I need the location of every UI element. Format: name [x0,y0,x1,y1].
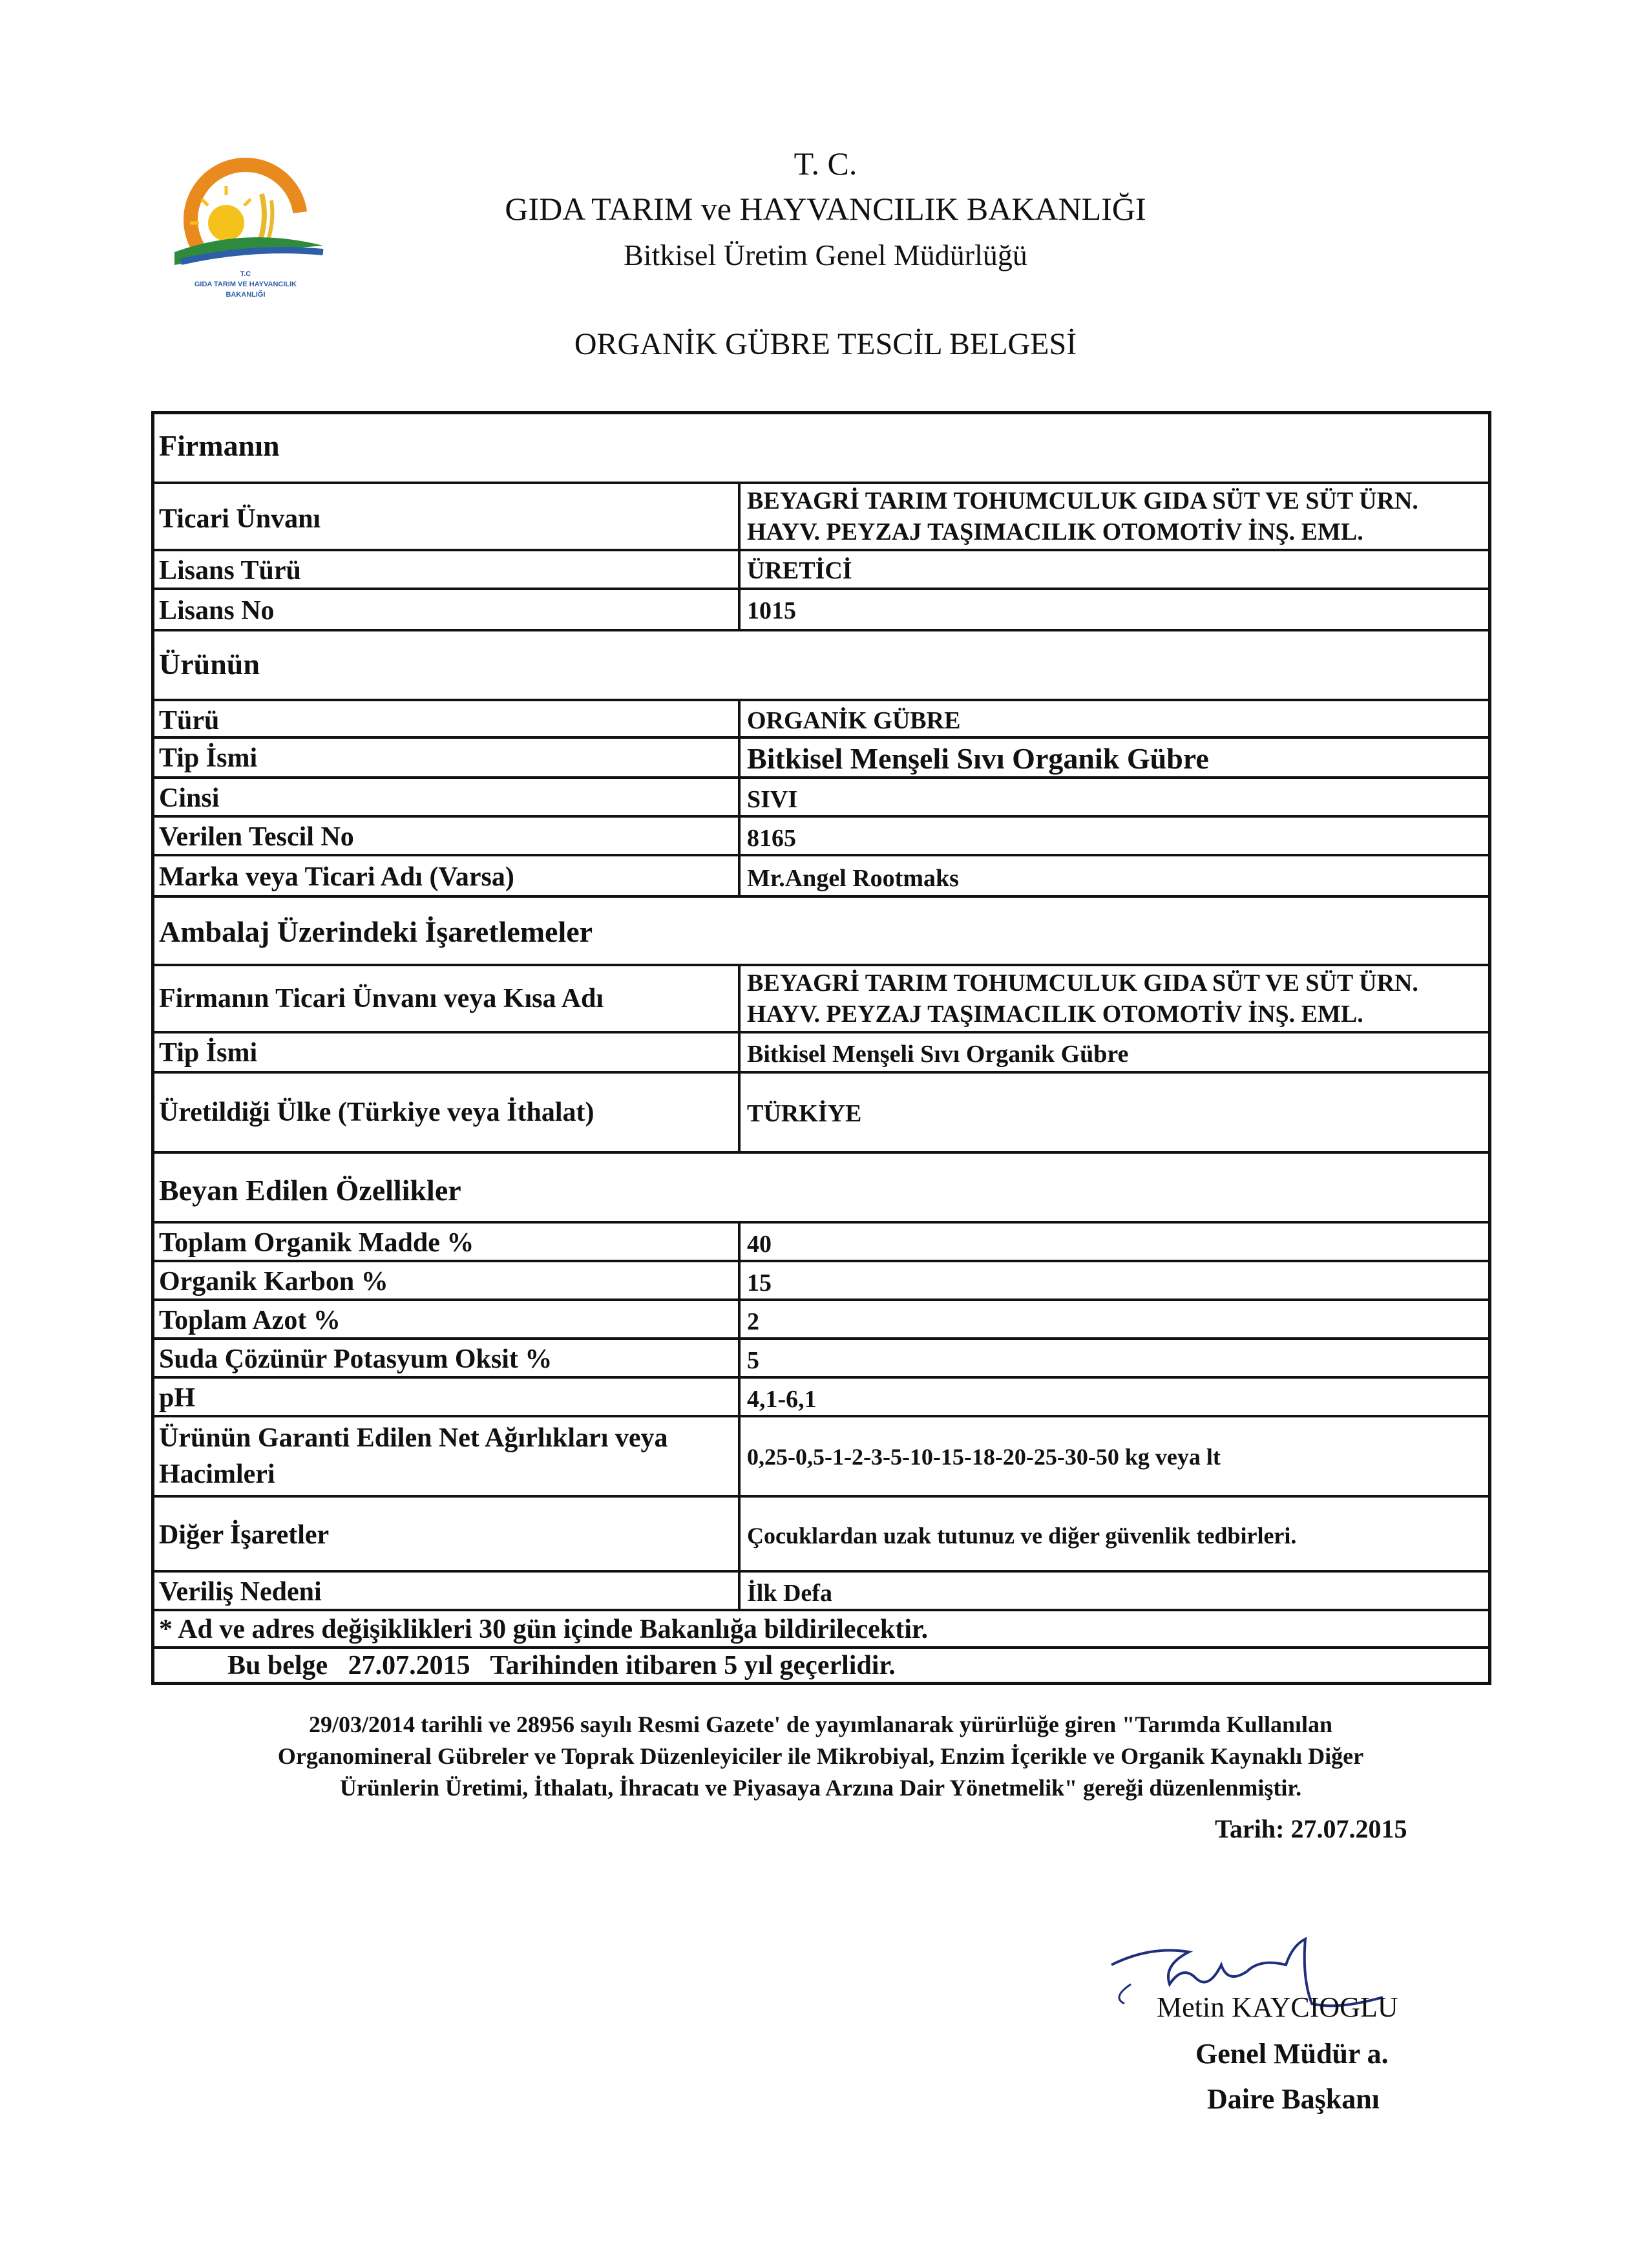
diger-value: Çocuklardan uzak tutunuz ve diğer güvenlik tedbirleri. [747,1523,1297,1549]
turu-cell [738,701,1489,736]
agirlik-label-line2: Hacimleri [159,1459,275,1489]
section-firma-title: Firmanın [159,429,280,462]
section-firma [154,414,1489,484]
diger-cell [738,1498,1489,1570]
section-urun-title: Ürünün [159,648,260,681]
tescil-no-label: Verilen Tescil No [159,822,354,852]
logo-caption-tc: T.C [240,270,251,278]
header-tc: T. C. [794,145,857,182]
organik-karbon-value: 15 [747,1269,772,1297]
row-marka [154,856,1489,898]
tip-ismi-cell [738,739,1489,776]
cinsi-value: SIVI [747,786,798,813]
section-ambalaj-title: Ambalaj Üzerindeki İşaretlemeler [159,915,593,948]
ticari-unvan-line1: BEYAGRİ TARIM TOHUMCULUK GIDA SÜT VE SÜT ÜRN. [747,487,1418,514]
row-turu [154,701,1489,739]
row-organik-madde [154,1224,1489,1262]
regulation-paragraph [155,1709,1486,1804]
row-lisans-no [154,590,1489,631]
lisans-turu-label: Lisans Türü [159,556,301,586]
lisans-turu-value: ÜRETİCİ [747,557,852,584]
ph-cell [738,1379,1489,1415]
section-ambalaj [154,898,1489,966]
issue-date: Tarih: 27.07.2015 [1215,1814,1407,1843]
azot-value: 2 [747,1308,759,1335]
ambalaj-firma-label: Firmanın Ticari Ünvanı veya Kısa Adı [159,984,604,1013]
ambalaj-tip-ismi-cell [738,1033,1489,1071]
logo-caption-ministry: GIDA TARIM VE HAYVANCILIK [194,281,297,288]
marka-cell [738,856,1489,895]
organik-madde-label: Toplam Organik Madde % [159,1228,474,1258]
section-urun [154,631,1489,701]
organik-karbon-cell [738,1262,1489,1298]
section-beyan [154,1154,1489,1224]
row-adres-note [154,1611,1489,1649]
turu-value: ORGANİK GÜBRE [747,707,961,734]
logo-caption-bakanligi: BAKANLIĞI [226,291,266,299]
row-azot [154,1301,1489,1340]
verilis-label: Veriliş Nedeni [159,1577,322,1607]
validity-note: Bu belge 27.07.2015 Tarihinden itibaren 5 yıl geçerlidir. [227,1651,896,1680]
row-tip-ismi [154,739,1489,779]
agirlik-value: 0,25-0,5-1-2-3-5-10-15-18-20-25-30-50 kg veya lt [747,1444,1221,1470]
ulke-value: TÜRKİYE [747,1100,862,1127]
row-diger [154,1498,1489,1573]
agirlik-cell [738,1417,1489,1495]
tip-ismi-label: Tip İsmi [159,743,258,773]
row-potasyum [154,1340,1489,1379]
signatory-title-1: Genel Müdür a. [1195,2038,1389,2070]
ticari-unvan-cell [738,484,1489,549]
potasyum-label: Suda Çözünür Potasyum Oksit % [159,1344,552,1374]
ticari-unvan-line2: HAYV. PEYZAJ TAŞIMACILIK OTOMOTİV İNŞ. EML. [747,518,1363,546]
ph-value: 4,1-6,1 [747,1386,817,1413]
ph-label: pH [159,1383,196,1413]
azot-label: Toplam Azot % [159,1306,341,1335]
ambalaj-firma-cell [738,966,1489,1031]
marka-label: Marka veya Ticari Adı (Varsa) [159,862,514,892]
ambalaj-firma-line2: HAYV. PEYZAJ TAŞIMACILIK OTOMOTİV İNŞ. EML. [747,1001,1363,1028]
lisans-no-value: 1015 [747,597,796,624]
header-directorate: Bitkisel Üretim Genel Müdürlüğü [624,238,1027,271]
tescil-no-value: 8165 [747,825,796,852]
section-beyan-title: Beyan Edilen Özellikler [159,1174,461,1207]
row-lisans-turu [154,551,1489,590]
verilis-value: İlk Defa [747,1580,832,1607]
ambalaj-tip-ismi-value: Bitkisel Menşeli Sıvı Organik Gübre [747,1041,1129,1068]
potasyum-cell [738,1340,1489,1376]
adres-note: * Ad ve adres değişiklikleri 30 gün içinde Bakanlığa bildirilecektir. [159,1615,929,1644]
marka-value: Mr.Angel Rootmaks [747,865,959,892]
ambalaj-firma-line1: BEYAGRİ TARIM TOHUMCULUK GIDA SÜT VE SÜT ÜRN. [747,970,1418,997]
row-ph [154,1379,1489,1417]
row-organik-karbon [154,1262,1489,1301]
ulke-label: Üretildiği Ülke (Türkiye veya İthalat) [159,1097,594,1127]
row-agirlik [154,1417,1489,1498]
tip-ismi-value: Bitkisel Menşeli Sıvı Organik Gübre [747,742,1209,775]
header-ministry: GIDA TARIM ve HAYVANCILIK BAKANLIĞI [505,191,1146,227]
document-title: ORGANİK GÜBRE TESCİL BELGESİ [574,327,1077,361]
lisans-turu-cell [738,551,1489,588]
row-tescil-no [154,818,1489,856]
ulke-cell [738,1074,1489,1151]
tescil-no-cell [738,818,1489,854]
potasyum-value: 5 [747,1347,759,1374]
ambalaj-tip-ismi-label: Tip İsmi [159,1038,258,1068]
organik-madde-value: 40 [747,1231,772,1258]
agirlik-label-line1: Ürünün Garanti Edilen Net Ağırlıkları veya [159,1423,668,1453]
row-ambalaj-tip-ismi [154,1033,1489,1074]
row-ulke [154,1074,1489,1154]
organik-karbon-label: Organik Karbon % [159,1267,388,1297]
lisans-no-label: Lisans No [159,596,275,626]
turu-label: Türü [159,706,220,736]
cinsi-label: Cinsi [159,783,220,813]
diger-label: Diğer İşaretler [159,1520,330,1550]
row-verilis [154,1573,1489,1611]
row-ticari-unvan [154,484,1489,551]
regulation-line2: Organomineral Gübreler ve Toprak Düzenleyiciler ile Mikrobiyal, Enzim İçerikle ve Organik Kaynaklı Diğer [277,1743,1364,1769]
ticari-unvan-label: Ticari Ünvanı [159,504,321,534]
lisans-no-cell [738,590,1489,629]
cinsi-cell [738,779,1489,815]
azot-cell [738,1301,1489,1337]
signatory-title-2: Daire Başkanı [1207,2083,1380,2115]
row-ambalaj-firma [154,966,1489,1033]
regulation-line1: 29/03/2014 tarihli ve 28956 sayılı Resmi Gazete' de yayımlanarak yürürlüğe giren "Tarımda Kullanılan [309,1712,1332,1737]
row-cinsi [154,779,1489,818]
regulation-line3: Ürünlerin Üretimi, İthalatı, İhracatı ve Piyasaya Arzına Dair Yönetmelik" gereği düzenlenmiştir. [339,1775,1302,1801]
row-validity-note [154,1649,1489,1682]
signatory-name: Metin KAYCIOGLU [1157,1991,1398,2023]
organik-madde-cell [738,1224,1489,1260]
verilis-cell [738,1573,1489,1609]
